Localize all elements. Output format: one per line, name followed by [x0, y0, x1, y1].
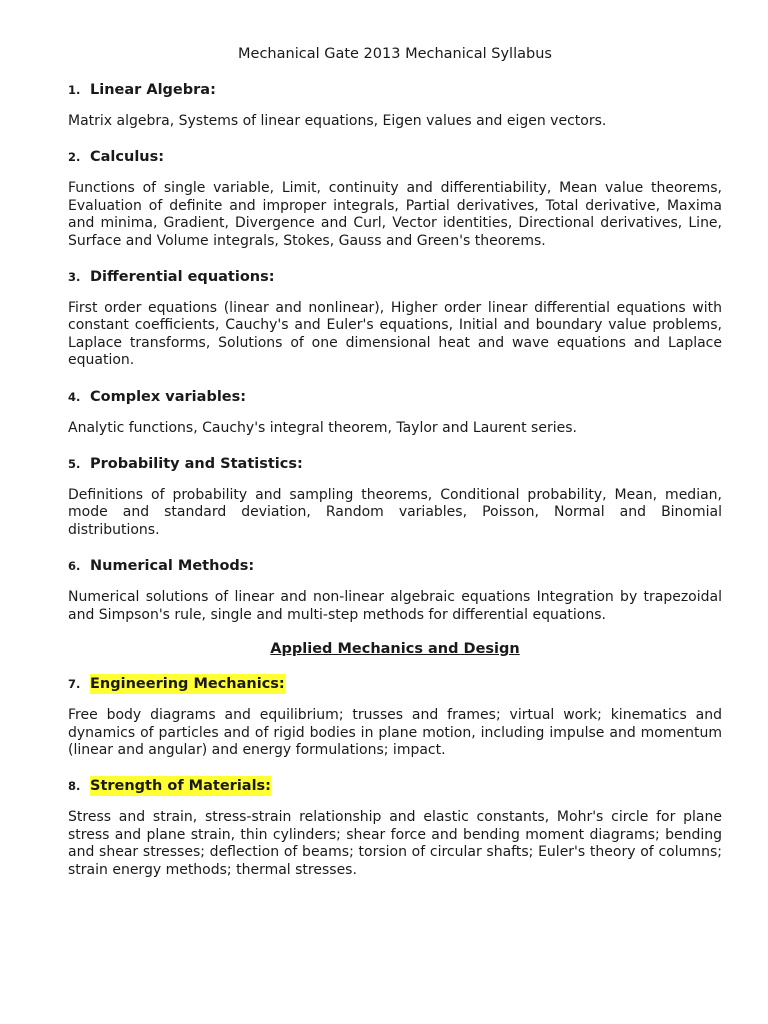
section-number: 7.	[68, 677, 81, 692]
section-body: Definitions of probability and sampling theorems, Conditional probability, Mean, median, mode and standard deviation, Random variables, Poisson, Normal and Binomial distributions.	[68, 487, 722, 538]
section-number: 4.	[68, 389, 81, 404]
section-complex-variables	[68, 387, 722, 437]
section-heading	[68, 80, 722, 100]
section-heading-text: Complex variables:	[90, 388, 247, 405]
section-heading	[68, 556, 722, 576]
section-probability-statistics	[68, 454, 722, 539]
section-heading	[68, 387, 722, 407]
section-heading	[68, 776, 722, 796]
section-body: Numerical solutions of linear and non-linear algebraic equations Integration by trapezoidal and Simpson's rule, single and multi-step methods for differential equations.	[68, 589, 722, 623]
section-engineering-mechanics	[68, 674, 722, 759]
section-heading-text: Probability and Statistics:	[90, 456, 303, 473]
section-heading-text: Calculus:	[90, 149, 165, 166]
document-title: Mechanical Gate 2013 Mechanical Syllabus	[238, 46, 552, 62]
section-number: 1.	[68, 83, 81, 97]
section-calculus	[68, 147, 722, 250]
section-heading	[68, 147, 722, 167]
section-body: Stress and strain, stress-strain relationship and elastic constants, Mohr's circle for plane stress and plane strain, thin cylinders; shear force and bending moment diagrams; bending and shear stresses; deflection of beams; torsion of circular shafts; Euler's theory of columns; strain energy methods; thermal stresses.	[68, 809, 722, 878]
section-number: 6.	[68, 559, 81, 574]
section-heading	[68, 267, 722, 287]
section-number: 5.	[68, 457, 81, 472]
section-number: 2.	[68, 150, 81, 165]
section-heading	[68, 454, 722, 474]
highlighted-heading-text: Engineering Mechanics:	[90, 676, 285, 693]
section-linear-algebra	[68, 80, 722, 130]
section-body: Functions of single variable, Limit, continuity and differentiability, Mean value theorems, Evaluation of definite and improper integrals, Partial derivatives, Total derivative, Maxima and minima, Gradient, Divergence and Curl, Vector identities, Directional derivatives, Line, Surface and Volume integrals, Stokes, Gauss and Green's theorems.	[68, 180, 722, 249]
section-heading-text: Differential equations:	[90, 269, 275, 286]
highlighted-heading-text: Strength of Materials:	[90, 778, 271, 795]
section-numerical-methods	[68, 556, 722, 624]
section-differential-equations	[68, 267, 722, 370]
section-group-title: Applied Mechanics and Design	[270, 641, 520, 658]
section-heading-text: Linear Algebra:	[90, 82, 216, 98]
section-heading-text: Numerical Methods:	[90, 558, 255, 575]
section-strength-of-materials	[68, 776, 722, 879]
section-body: Analytic functions, Cauchy's integral theorem, Taylor and Laurent series.	[68, 419, 577, 436]
section-body: Matrix algebra, Systems of linear equations, Eigen values and eigen vectors.	[68, 113, 607, 129]
section-number: 3.	[68, 270, 81, 285]
section-body: Free body diagrams and equilibrium; trusses and frames; virtual work; kinematics and dynamics of particles and of rigid bodies in plane motion, including impulse and momentum (linear and angular) and energy formulations; impact.	[68, 707, 722, 758]
section-heading	[68, 674, 722, 694]
section-number: 8.	[68, 779, 81, 794]
section-body: First order equations (linear and nonlinear), Higher order linear differential equations with constant coefficients, Cauchy's and Euler's equations, Initial and boundary value problems, Laplace transforms, Solutions of one dimensional heat and wave equations and Laplace equation.	[68, 300, 722, 369]
